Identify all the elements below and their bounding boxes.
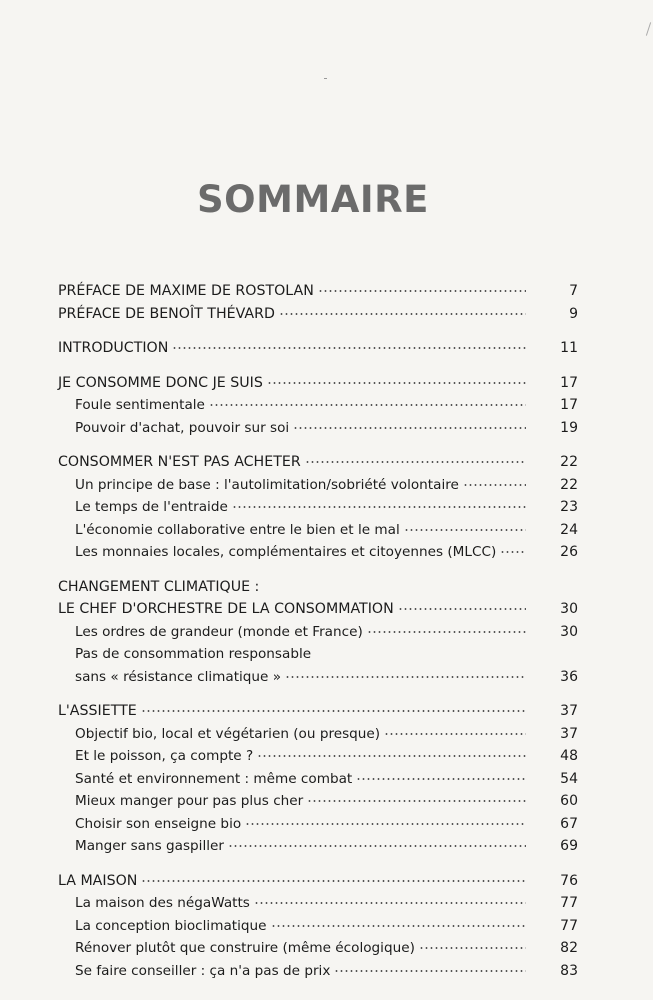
- dot-leader: [293, 427, 526, 429]
- toc-subentry[interactable]: [58, 499, 578, 522]
- toc-entry-label: Pouvoir d'achat, pouvoir sur soi: [75, 419, 290, 436]
- toc-page-number: 37: [560, 725, 578, 742]
- toc-subentry[interactable]: [58, 669, 578, 692]
- toc-entry-label: Choisir son enseigne bio: [75, 815, 242, 832]
- toc-page-number: 24: [560, 521, 578, 538]
- toc-subentry[interactable]: [58, 522, 578, 545]
- toc-entry-label: Le temps de l'entraide: [75, 499, 228, 515]
- toc-entry-label: Manger sans gaspiller: [75, 838, 224, 854]
- dot-leader: [367, 631, 526, 633]
- dot-leader: [271, 925, 527, 927]
- toc-entry-label: L'ASSIETTE: [58, 703, 137, 719]
- toc-entry-label: CONSOMMER N'EST PAS ACHETER: [58, 454, 301, 470]
- toc-page-number: 83: [560, 962, 578, 979]
- toc-entry-label: LE CHEF D'ORCHESTRE DE LA CONSOMMATION: [58, 601, 394, 617]
- toc-page-number: 19: [560, 419, 578, 436]
- toc-entry[interactable]: [58, 601, 578, 624]
- toc-subentry[interactable]: [58, 918, 578, 941]
- dot-leader: [245, 823, 526, 825]
- toc-subentry[interactable]: [58, 726, 578, 749]
- toc-subentry[interactable]: [58, 477, 578, 500]
- toc-subentry[interactable]: [58, 963, 578, 986]
- page-edge-mark: [646, 22, 651, 36]
- dot-leader: [318, 290, 526, 292]
- toc-section: [58, 579, 578, 692]
- dot-leader: [404, 529, 526, 531]
- toc-entry-label: Pas de consommation responsable: [75, 646, 312, 662]
- toc-section: [58, 454, 578, 567]
- toc-subentry[interactable]: [58, 771, 578, 794]
- toc-entry-label: PRÉFACE DE MAXIME DE ROSTOLAN: [58, 283, 314, 299]
- toc-entry[interactable]: [58, 306, 578, 329]
- toc-page-number: 11: [560, 340, 578, 356]
- dot-leader: [463, 484, 526, 486]
- dot-leader: [228, 845, 526, 847]
- toc-page-number: 76: [560, 872, 578, 889]
- toc-entry-label: Foule sentimentale: [75, 397, 205, 413]
- dot-leader: [305, 461, 526, 463]
- toc-page-number: 69: [560, 838, 578, 854]
- toc-page-number: 26: [560, 544, 578, 560]
- dot-leader: [334, 970, 526, 972]
- toc-entry-label: Se faire conseiller : ça n'a pas de prix: [75, 962, 331, 979]
- toc-subentry[interactable]: [58, 895, 578, 918]
- toc-page-number: 7: [569, 283, 578, 299]
- dot-leader: [232, 506, 526, 508]
- toc-entry-label: PRÉFACE DE BENOÎT THÉVARD: [58, 305, 275, 322]
- toc-subentry[interactable]: [58, 816, 578, 839]
- toc-section: [58, 283, 578, 328]
- toc-entry-label: Un principe de base : l'autolimitation/sobriété volontaire: [75, 476, 459, 493]
- toc-page-number: 17: [560, 374, 578, 391]
- toc-subentry[interactable]: [58, 624, 578, 647]
- dot-leader: [500, 551, 526, 553]
- toc-subentry[interactable]: [58, 646, 578, 669]
- toc-entry-label: JE CONSOMME DONC JE SUIS: [58, 374, 263, 391]
- toc-entry-label: Et le poisson, ça compte ?: [75, 748, 254, 764]
- toc-entry-label: sans « résistance climatique »: [75, 668, 282, 685]
- dot-leader: [172, 347, 526, 349]
- toc-entry-label: LA MAISON: [58, 872, 138, 889]
- page-speck: [324, 78, 327, 79]
- toc-section: [58, 340, 578, 363]
- dot-leader: [307, 800, 526, 802]
- toc-entry-label: La maison des négaWatts: [75, 895, 250, 911]
- dot-leader: [141, 710, 526, 712]
- toc-page-number: 22: [560, 454, 578, 470]
- toc-page-number: 48: [560, 748, 578, 764]
- toc-section: [58, 873, 578, 986]
- toc-entry[interactable]: [58, 283, 578, 306]
- dot-leader: [254, 902, 526, 904]
- toc-subentry[interactable]: [58, 544, 578, 567]
- dot-leader: [141, 880, 526, 882]
- toc-entry[interactable]: [58, 375, 578, 398]
- toc-entry[interactable]: [58, 703, 578, 726]
- dot-leader: [419, 947, 526, 949]
- toc-entry-label: CHANGEMENT CLIMATIQUE :: [58, 578, 260, 595]
- dot-leader: [279, 313, 526, 315]
- toc-entry[interactable]: [58, 340, 578, 363]
- toc-page-number: 22: [560, 476, 578, 493]
- toc-page-number: 77: [560, 895, 578, 911]
- toc-page-number: 54: [560, 770, 578, 787]
- dot-leader: [267, 382, 526, 384]
- toc-page-number: 9: [569, 305, 578, 322]
- page-title: SOMMAIRE: [197, 178, 429, 221]
- dot-leader: [356, 778, 526, 780]
- toc-entry[interactable]: [58, 454, 578, 477]
- dot-leader: [257, 755, 526, 757]
- toc-page-number: 67: [560, 815, 578, 832]
- toc-entry-label: Objectif bio, local et végétarien (ou presque): [75, 725, 381, 742]
- toc-subentry[interactable]: [58, 838, 578, 861]
- toc-page-number: 60: [560, 793, 578, 809]
- toc-entry-label: Santé et environnement : même combat: [75, 770, 353, 787]
- toc-entry[interactable]: [58, 873, 578, 896]
- dot-leader: [384, 733, 526, 735]
- toc-entry-label: Les monnaies locales, complémentaires et citoyennes (MLCC): [75, 544, 497, 560]
- toc-page-number: 30: [560, 623, 578, 640]
- toc-subentry[interactable]: [58, 397, 578, 420]
- toc-entry-label: La conception bioclimatique: [75, 917, 267, 934]
- toc-entry-label: Les ordres de grandeur (monde et France): [75, 623, 363, 640]
- toc-subentry[interactable]: [58, 793, 578, 816]
- toc-entry-label: INTRODUCTION: [58, 340, 169, 356]
- dot-leader: [398, 608, 526, 610]
- toc-subentry[interactable]: [58, 940, 578, 963]
- dot-leader: [209, 404, 526, 406]
- dot-leader: [285, 676, 526, 678]
- toc-page-number: 17: [560, 397, 578, 413]
- toc-entry-label: L'économie collaborative entre le bien et le mal: [75, 521, 400, 538]
- toc-subentry[interactable]: [58, 748, 578, 771]
- toc-page-number: 37: [560, 703, 578, 719]
- toc-section: [58, 375, 578, 443]
- toc-page-number: 77: [560, 917, 578, 934]
- table-of-contents: [58, 283, 578, 997]
- toc-entry[interactable]: [58, 579, 578, 602]
- toc-page-number: 30: [560, 601, 578, 617]
- toc-page-number: 23: [560, 499, 578, 515]
- toc-entry-label: Rénover plutôt que construire (même écologique): [75, 940, 415, 956]
- toc-page-number: 82: [560, 940, 578, 956]
- toc-entry-label: Mieux manger pour pas plus cher: [75, 793, 304, 809]
- toc-section: [58, 703, 578, 861]
- toc-subentry[interactable]: [58, 420, 578, 443]
- toc-page-number: 36: [560, 668, 578, 685]
